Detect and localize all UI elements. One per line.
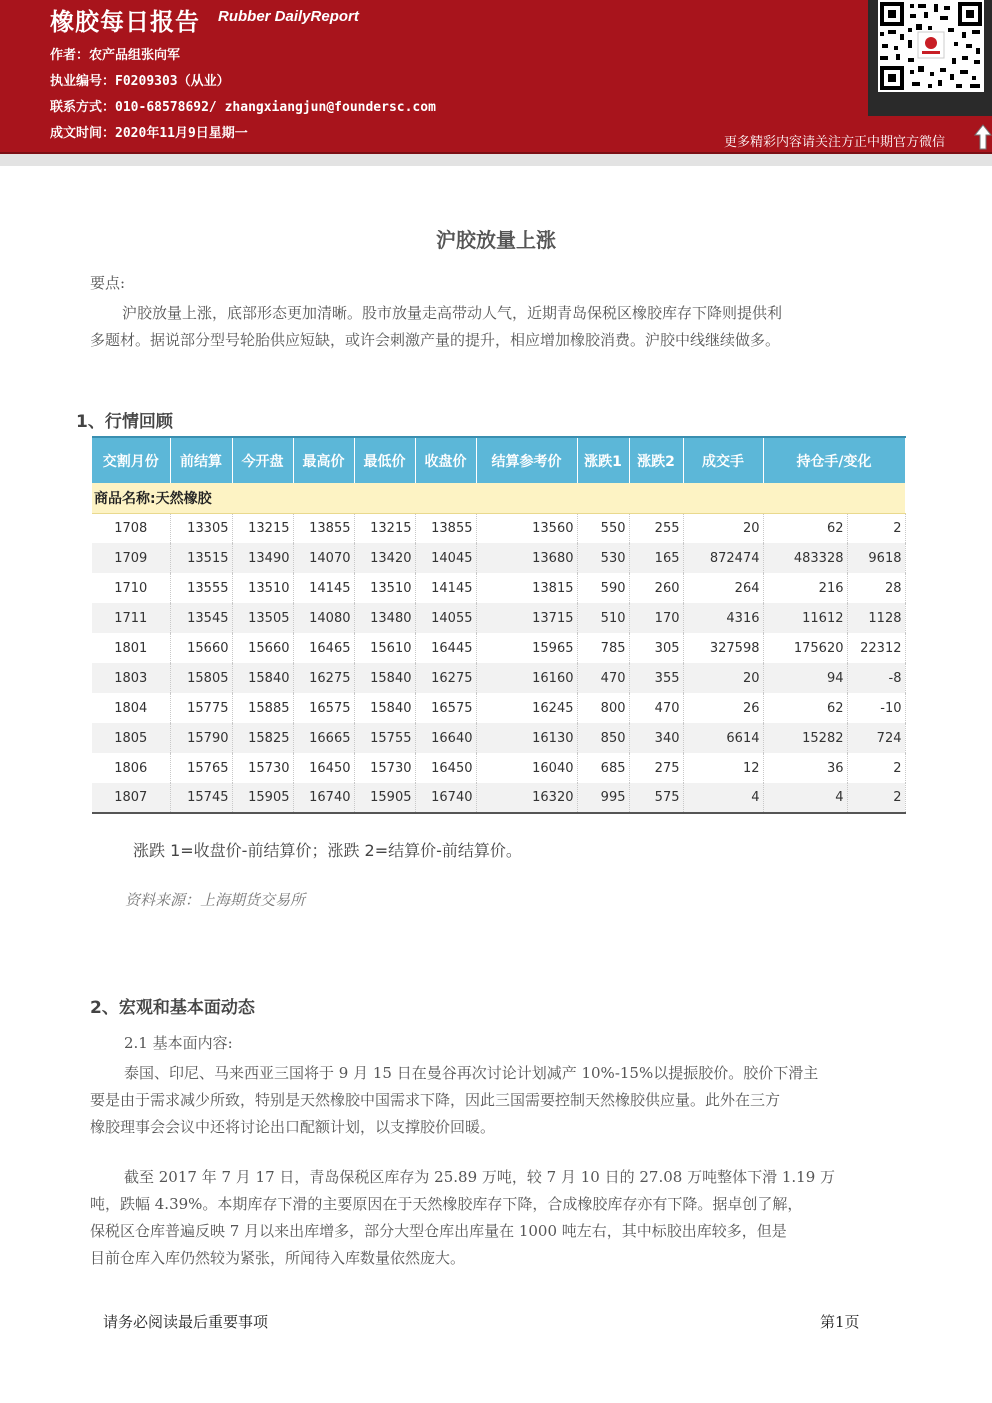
table-cell: 14080: [293, 603, 354, 633]
table-cell: 13715: [476, 603, 577, 633]
table-cell: 15840: [354, 663, 415, 693]
table-cell: 11612: [763, 603, 847, 633]
table-cell: 264: [683, 573, 763, 603]
table-header-cell: 涨跌1: [577, 437, 629, 483]
table-cell: 1803: [92, 663, 170, 693]
table-cell: 255: [629, 513, 683, 543]
table-cell: 16130: [476, 723, 577, 753]
table-cell: 1710: [92, 573, 170, 603]
table-cell: 62: [763, 513, 847, 543]
table-cell: 15805: [170, 663, 232, 693]
table-cell: 1806: [92, 753, 170, 783]
table-cell: 275: [629, 753, 683, 783]
table-cell: 1708: [92, 513, 170, 543]
report-subtitle: Rubber DailyReport: [218, 8, 359, 25]
table-cell: 16740: [415, 783, 476, 813]
table-cell: 16040: [476, 753, 577, 783]
table-cell: 22312: [847, 633, 905, 663]
paragraph-line: 要是由于需求减少所致，特别是天然橡胶中国需求下降，因此三国需要控制天然橡胶供应量。此外在三方: [90, 1091, 781, 1109]
table-header-row: [92, 437, 905, 483]
table-cell: 175620: [763, 633, 847, 663]
table-header-cell: 持仓手/变化: [763, 437, 905, 483]
table-cell: 15745: [170, 783, 232, 813]
table-cell: 13420: [354, 543, 415, 573]
qr-code-icon: [878, 0, 984, 92]
table-cell: 15282: [763, 723, 847, 753]
keypoints-label: 要点:: [90, 274, 126, 292]
table-header-cell: 最高价: [293, 437, 354, 483]
table-cell: 13480: [354, 603, 415, 633]
table-cell: 26: [683, 693, 763, 723]
paragraph-line: 吨，跌幅 4.39%。本期库存下滑的主要原因在于天然橡胶库存下降，合成橡胶库存亦有下降。据卓创了解，: [90, 1195, 803, 1213]
table-cell: -10: [847, 693, 905, 723]
product-name: 商品名称:天然橡胶: [92, 483, 905, 513]
paragraph-line: 截至 2017 年 7 月 17 日，青岛保税区库存为 25.89 万吨，较 7 月 10 日的 27.08 万吨整体下滑 1.19 万: [124, 1168, 836, 1186]
table-cell: 550: [577, 513, 629, 543]
table-cell: 15790: [170, 723, 232, 753]
table-cell: 15825: [232, 723, 293, 753]
page-number: 第1页: [820, 1313, 860, 1331]
header-gray-band: [0, 152, 992, 166]
table-cell: 20: [683, 663, 763, 693]
table-header-cell: 成交手: [683, 437, 763, 483]
table-cell: 14055: [415, 603, 476, 633]
table-cell: 20: [683, 513, 763, 543]
table-cell: 15965: [476, 633, 577, 663]
table-cell: 470: [577, 663, 629, 693]
table-cell: 16245: [476, 693, 577, 723]
table-cell: 16160: [476, 663, 577, 693]
table-cell: 2: [847, 753, 905, 783]
date-line: 成文时间：2020年11月9日星期一: [50, 126, 248, 141]
table-cell: 15885: [232, 693, 293, 723]
table-cell: 15905: [354, 783, 415, 813]
footer-disclaimer: 请务必阅读最后重要事项: [103, 1313, 269, 1331]
table-cell: 15660: [232, 633, 293, 663]
table-cell: 6614: [683, 723, 763, 753]
table-cell: 2: [847, 783, 905, 813]
table-cell: 15905: [232, 783, 293, 813]
table-cell: 785: [577, 633, 629, 663]
table-cell: 16320: [476, 783, 577, 813]
paragraph-line: 泰国、印尼、马来西亚三国将于 9 月 15 日在曼谷再次讨论计划减产 10%-15%以提振胶价。胶价下滑主: [124, 1064, 819, 1082]
table-cell: 15730: [354, 753, 415, 783]
table-cell: 16275: [415, 663, 476, 693]
table-cell: 13545: [170, 603, 232, 633]
paragraph-inventory: [90, 1164, 905, 1272]
subsection-title: 2.1 基本面内容:: [124, 1034, 233, 1052]
table-cell: 13560: [476, 513, 577, 543]
table-cell: 28: [847, 573, 905, 603]
table-cell: 1805: [92, 723, 170, 753]
header-divider: [0, 152, 992, 154]
table-cell: -8: [847, 663, 905, 693]
table-cell: 15610: [354, 633, 415, 663]
keypoints-line: 多题材。据说部分型号轮胎供应短缺，或许会刺激产量的提升，相应增加橡胶消费。沪胶中线继续做多。: [90, 331, 781, 349]
table-cell: 16465: [293, 633, 354, 663]
paragraph-line: 橡胶理事会会议中还将讨论出口配额计划，以支撑胶价回暖。: [90, 1118, 496, 1136]
table-cell: 2: [847, 513, 905, 543]
table-row: [92, 693, 905, 723]
section-title-market-review: 1、行情回顾: [76, 412, 173, 432]
table-cell: 995: [577, 783, 629, 813]
product-name-row: [92, 483, 905, 513]
paragraph-production-cut: [90, 1060, 905, 1141]
table-row: [92, 723, 905, 753]
table-row: [92, 753, 905, 783]
report-header: [0, 0, 992, 152]
table-cell: 340: [629, 723, 683, 753]
wechat-follow-note: 更多精彩内容请关注方正中期官方微信: [724, 135, 946, 150]
table-cell: 14045: [415, 543, 476, 573]
table-cell: 483328: [763, 543, 847, 573]
table-cell: 94: [763, 663, 847, 693]
table-cell: 13505: [232, 603, 293, 633]
table-cell: 590: [577, 573, 629, 603]
table-cell: 305: [629, 633, 683, 663]
keypoints-paragraph: [90, 300, 905, 354]
table-cell: 724: [847, 723, 905, 753]
table-cell: 15775: [170, 693, 232, 723]
table-cell: 13215: [354, 513, 415, 543]
table-cell: 13815: [476, 573, 577, 603]
paragraph-line: 目前仓库入库仍然较为紧张，所闻待入库数量依然庞大。: [90, 1249, 466, 1267]
table-row: [92, 633, 905, 663]
table-header-cell: 结算参考价: [476, 437, 577, 483]
table-cell: 4316: [683, 603, 763, 633]
table-header-cell: 最低价: [354, 437, 415, 483]
table-cell: 12: [683, 753, 763, 783]
contact-line: 联系方式：010-68578692/ zhangxiangjun@foundersc.com: [50, 100, 436, 115]
arrow-up-icon: [974, 124, 992, 150]
table-cell: 685: [577, 753, 629, 783]
table-note: 涨跌 1=收盘价-前结算价；涨跌 2=结算价-前结算价。: [133, 841, 522, 860]
table-cell: 216: [763, 573, 847, 603]
table-cell: 13680: [476, 543, 577, 573]
table-cell: 14145: [293, 573, 354, 603]
table-cell: 14070: [293, 543, 354, 573]
table-cell: 800: [577, 693, 629, 723]
table-cell: 13490: [232, 543, 293, 573]
table-cell: 13515: [170, 543, 232, 573]
table-cell: 16640: [415, 723, 476, 753]
table-cell: 1711: [92, 603, 170, 633]
paragraph-line: 保税区仓库普遍反映 7 月以来出库增多，部分大型仓库出库量在 1000 吨左右，其中标胶出库较多，但是: [90, 1222, 787, 1240]
table-header-cell: 收盘价: [415, 437, 476, 483]
table-cell: 327598: [683, 633, 763, 663]
table-cell: 16275: [293, 663, 354, 693]
table-row: [92, 513, 905, 543]
table-cell: 15730: [232, 753, 293, 783]
table-cell: 355: [629, 663, 683, 693]
table-cell: 16575: [293, 693, 354, 723]
table-cell: 850: [577, 723, 629, 753]
table-header-cell: 今开盘: [232, 437, 293, 483]
table-cell: 4: [763, 783, 847, 813]
table-cell: 16665: [293, 723, 354, 753]
table-cell: 1128: [847, 603, 905, 633]
table-cell: 62: [763, 693, 847, 723]
table-cell: 13510: [354, 573, 415, 603]
table-cell: 1709: [92, 543, 170, 573]
license-line: 执业编号：F0209303（从业）: [50, 74, 230, 89]
table-header-cell: 交割月份: [92, 437, 170, 483]
table-cell: 530: [577, 543, 629, 573]
table-cell: 4: [683, 783, 763, 813]
table-cell: 1807: [92, 783, 170, 813]
keypoints-line: 沪胶放量上涨，底部形态更加清晰。股市放量走高带动人气，近期青岛保税区橡胶库存下降则提供利: [122, 304, 783, 322]
table-cell: 13305: [170, 513, 232, 543]
table-cell: 13855: [293, 513, 354, 543]
table-cell: 15840: [354, 693, 415, 723]
section-title-macro: 2、宏观和基本面动态: [90, 998, 255, 1018]
table-cell: 13555: [170, 573, 232, 603]
table-cell: 872474: [683, 543, 763, 573]
table-cell: 16575: [415, 693, 476, 723]
table-cell: 470: [629, 693, 683, 723]
table-cell: 13215: [232, 513, 293, 543]
table-cell: 1804: [92, 693, 170, 723]
table-cell: 14145: [415, 573, 476, 603]
table-row: [92, 663, 905, 693]
table-cell: 575: [629, 783, 683, 813]
table-cell: 260: [629, 573, 683, 603]
report-title: 橡胶每日报告: [50, 8, 200, 36]
table-cell: 13510: [232, 573, 293, 603]
table-cell: 1801: [92, 633, 170, 663]
table-row: [92, 603, 905, 633]
document-title: 沪胶放量上涨: [436, 228, 556, 252]
table-body: [92, 513, 905, 813]
data-source: 资料来源：上海期货交易所: [125, 891, 306, 909]
table-cell: 165: [629, 543, 683, 573]
table-row: [92, 783, 905, 813]
table-cell: 16450: [293, 753, 354, 783]
table-cell: 15765: [170, 753, 232, 783]
table-cell: 15755: [354, 723, 415, 753]
table-header-cell: 涨跌2: [629, 437, 683, 483]
table-cell: 36: [763, 753, 847, 783]
table-header-cell: 前结算: [170, 437, 232, 483]
table-cell: 13855: [415, 513, 476, 543]
table-row: [92, 573, 905, 603]
table-cell: 16740: [293, 783, 354, 813]
table-cell: 15840: [232, 663, 293, 693]
table-cell: 16445: [415, 633, 476, 663]
table-cell: 170: [629, 603, 683, 633]
table-cell: 16450: [415, 753, 476, 783]
table-row: [92, 543, 905, 573]
table-cell: 510: [577, 603, 629, 633]
market-table: [92, 436, 905, 814]
table-cell: 9618: [847, 543, 905, 573]
table-cell: 15660: [170, 633, 232, 663]
author-line: 作者：农产品组张向军: [50, 48, 181, 63]
